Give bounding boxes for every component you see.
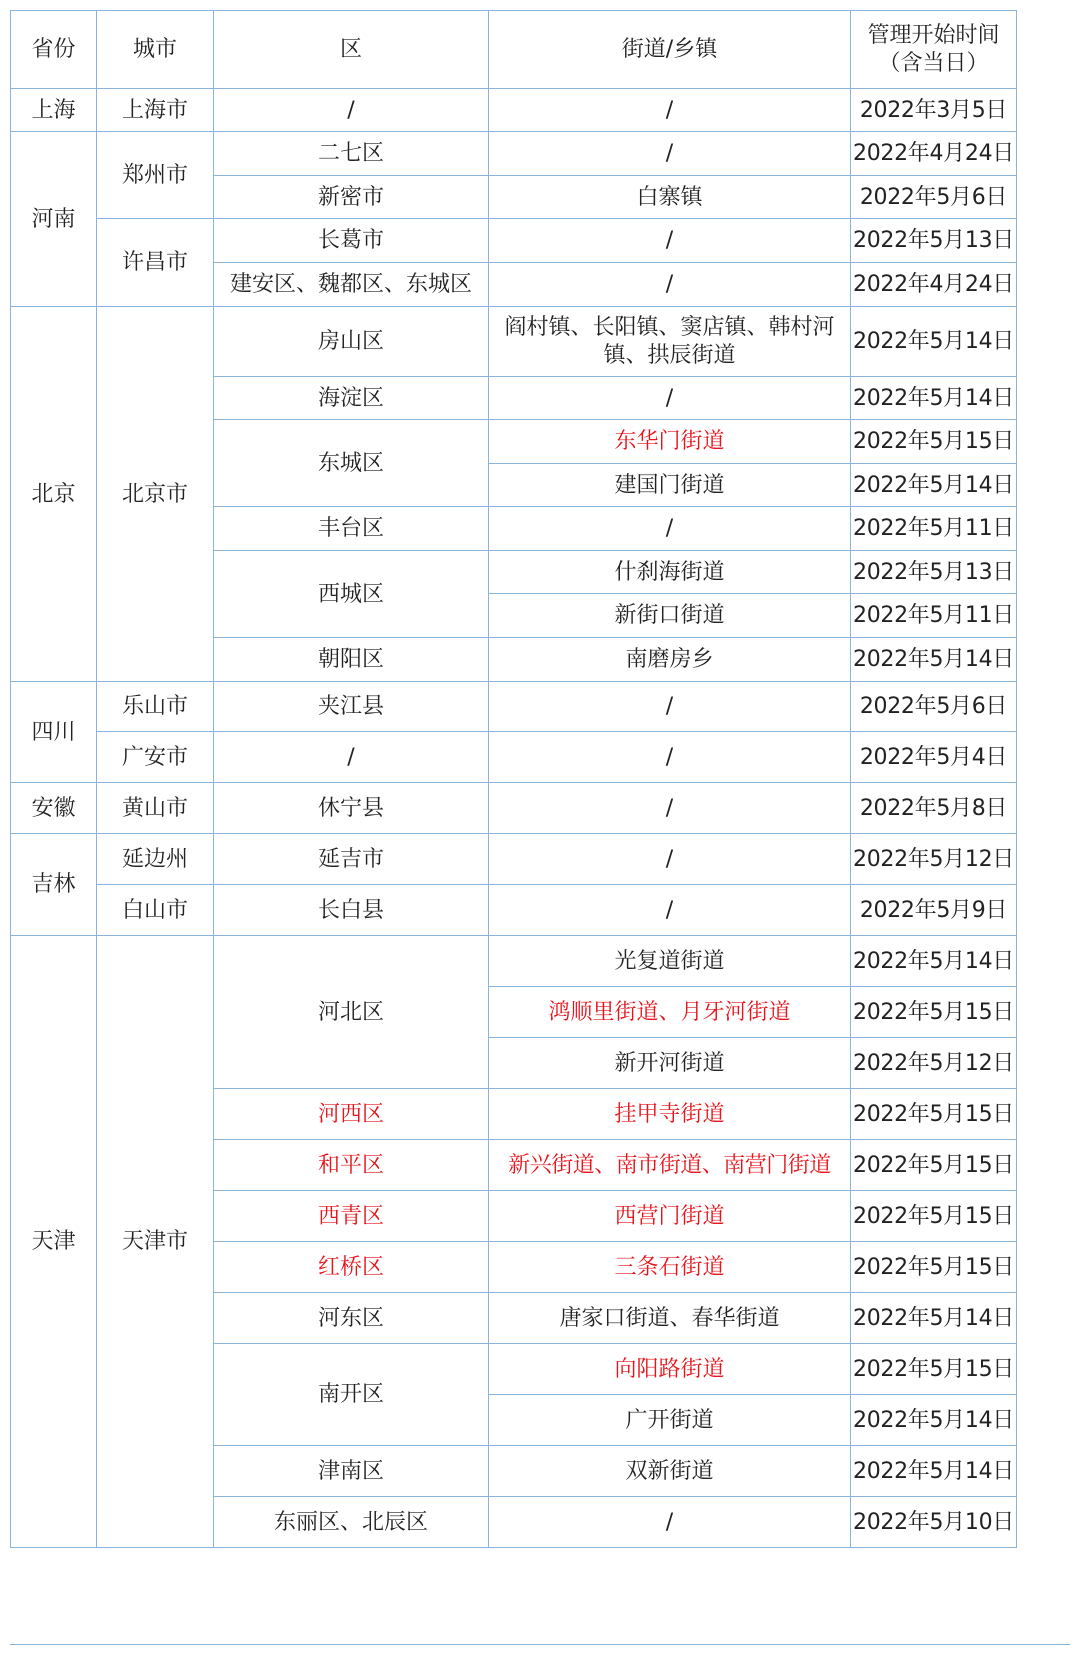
table-row xyxy=(11,682,1017,732)
city-cell: 延边州 xyxy=(97,834,214,885)
province-cell: 河南 xyxy=(11,132,97,307)
city-cell: 许昌市 xyxy=(97,219,214,307)
header-start-date-line1: 管理开始时间 xyxy=(867,22,1000,48)
header-row xyxy=(11,11,1017,89)
street-cell: / xyxy=(489,885,851,936)
start-date-cell: 2022年5月14日 xyxy=(851,307,1017,377)
district-cell: 西青区 xyxy=(214,1191,489,1242)
start-date-cell: 2022年5月13日 xyxy=(851,219,1017,263)
table-row xyxy=(11,132,1017,176)
district-cell: 河东区 xyxy=(214,1293,489,1344)
district-cell: 二七区 xyxy=(214,132,489,176)
street-cell: 挂甲寺街道 xyxy=(489,1089,851,1140)
header-province: 省份 xyxy=(11,11,97,89)
district-cell: 西城区 xyxy=(214,551,489,638)
street-cell: 双新街道 xyxy=(489,1446,851,1497)
start-date-cell: 2022年4月24日 xyxy=(851,263,1017,307)
district-cell: 延吉市 xyxy=(214,834,489,885)
district-cell: 长白县 xyxy=(214,885,489,936)
start-date-cell: 2022年5月13日 xyxy=(851,551,1017,594)
district-cell: 夹江县 xyxy=(214,682,489,732)
city-cell: 黄山市 xyxy=(97,783,214,834)
start-date-cell: 2022年5月14日 xyxy=(851,936,1017,987)
start-date-cell: 2022年5月14日 xyxy=(851,1395,1017,1446)
start-date-cell: 2022年5月6日 xyxy=(851,682,1017,732)
street-cell: / xyxy=(489,219,851,263)
street-cell: 三条石街道 xyxy=(489,1242,851,1293)
city-cell: 天津市 xyxy=(97,936,214,1548)
start-date-cell: 2022年5月15日 xyxy=(851,1242,1017,1293)
street-cell: / xyxy=(489,732,851,783)
district-cell: 建安区、魏都区、东城区 xyxy=(214,263,489,307)
street-cell: / xyxy=(489,682,851,732)
street-cell: / xyxy=(489,377,851,420)
city-cell: 广安市 xyxy=(97,732,214,783)
header-street: 街道/乡镇 xyxy=(489,11,851,89)
start-date-cell: 2022年5月15日 xyxy=(851,420,1017,464)
street-cell: / xyxy=(489,1497,851,1548)
province-cell: 四川 xyxy=(11,682,97,783)
street-cell: 新街口街道 xyxy=(489,594,851,638)
start-date-cell: 2022年5月14日 xyxy=(851,638,1017,682)
page-bottom-rule xyxy=(10,1644,1070,1645)
street-cell: 新兴街道、南市街道、南营门街道 xyxy=(489,1140,851,1191)
table-row xyxy=(11,219,1017,263)
street-cell: 东华门街道 xyxy=(489,420,851,464)
city-cell: 上海市 xyxy=(97,89,214,132)
district-cell: 丰台区 xyxy=(214,507,489,551)
start-date-cell: 2022年5月15日 xyxy=(851,1344,1017,1395)
district-cell: / xyxy=(214,89,489,132)
start-date-cell: 2022年5月10日 xyxy=(851,1497,1017,1548)
table-row xyxy=(11,834,1017,885)
start-date-cell: 2022年3月5日 xyxy=(851,89,1017,132)
district-cell: 东城区 xyxy=(214,420,489,507)
street-cell: 什刹海街道 xyxy=(489,551,851,594)
table-row xyxy=(11,89,1017,132)
street-cell: 南磨房乡 xyxy=(489,638,851,682)
street-cell: 向阳路街道 xyxy=(489,1344,851,1395)
province-cell: 天津 xyxy=(11,936,97,1548)
province-cell: 北京 xyxy=(11,307,97,682)
district-cell: 朝阳区 xyxy=(214,638,489,682)
province-cell: 吉林 xyxy=(11,834,97,936)
city-cell: 乐山市 xyxy=(97,682,214,732)
district-cell: 红桥区 xyxy=(214,1242,489,1293)
district-cell: 休宁县 xyxy=(214,783,489,834)
street-cell: / xyxy=(489,834,851,885)
street-cell: 光复道街道 xyxy=(489,936,851,987)
start-date-cell: 2022年4月24日 xyxy=(851,132,1017,176)
start-date-cell: 2022年5月11日 xyxy=(851,594,1017,638)
start-date-cell: 2022年5月6日 xyxy=(851,176,1017,219)
start-date-cell: 2022年5月8日 xyxy=(851,783,1017,834)
header-start-date-line2: （含当日） xyxy=(878,50,989,76)
start-date-cell: 2022年5月15日 xyxy=(851,987,1017,1038)
street-cell: 白寨镇 xyxy=(489,176,851,219)
start-date-cell: 2022年5月14日 xyxy=(851,1446,1017,1497)
district-cell: 津南区 xyxy=(214,1446,489,1497)
start-date-cell: 2022年5月15日 xyxy=(851,1191,1017,1242)
control-area-table xyxy=(10,10,1017,1548)
table-row xyxy=(11,885,1017,936)
street-cell: 西营门街道 xyxy=(489,1191,851,1242)
city-cell: 北京市 xyxy=(97,307,214,682)
start-date-cell: 2022年5月14日 xyxy=(851,377,1017,420)
header-start-date xyxy=(851,11,1017,89)
table-row xyxy=(11,936,1017,987)
district-cell: 和平区 xyxy=(214,1140,489,1191)
street-cell: 广开街道 xyxy=(489,1395,851,1446)
street-cell: / xyxy=(489,132,851,176)
street-cell: 新开河街道 xyxy=(489,1038,851,1089)
header-city: 城市 xyxy=(97,11,214,89)
header-district: 区 xyxy=(214,11,489,89)
district-cell: 房山区 xyxy=(214,307,489,377)
province-cell: 安徽 xyxy=(11,783,97,834)
district-cell: 河北区 xyxy=(214,936,489,1089)
city-cell: 白山市 xyxy=(97,885,214,936)
street-cell: 建国门街道 xyxy=(489,464,851,507)
district-cell: 南开区 xyxy=(214,1344,489,1446)
district-cell: 海淀区 xyxy=(214,377,489,420)
start-date-cell: 2022年5月15日 xyxy=(851,1089,1017,1140)
start-date-cell: 2022年5月11日 xyxy=(851,507,1017,551)
district-cell: 长葛市 xyxy=(214,219,489,263)
start-date-cell: 2022年5月14日 xyxy=(851,1293,1017,1344)
start-date-cell: 2022年5月4日 xyxy=(851,732,1017,783)
city-cell: 郑州市 xyxy=(97,132,214,219)
district-cell: 新密市 xyxy=(214,176,489,219)
district-cell: 东丽区、北辰区 xyxy=(214,1497,489,1548)
street-cell: 鸿顺里街道、月牙河街道 xyxy=(489,987,851,1038)
street-cell: 阎村镇、长阳镇、窦店镇、韩村河镇、拱辰街道 xyxy=(489,307,851,377)
district-cell: / xyxy=(214,732,489,783)
street-cell: 唐家口街道、春华街道 xyxy=(489,1293,851,1344)
table-row xyxy=(11,732,1017,783)
street-cell: / xyxy=(489,783,851,834)
street-cell: / xyxy=(489,89,851,132)
district-cell: 河西区 xyxy=(214,1089,489,1140)
start-date-cell: 2022年5月12日 xyxy=(851,1038,1017,1089)
table-row xyxy=(11,783,1017,834)
table-row xyxy=(11,307,1017,377)
street-cell: / xyxy=(489,507,851,551)
start-date-cell: 2022年5月9日 xyxy=(851,885,1017,936)
province-cell: 上海 xyxy=(11,89,97,132)
start-date-cell: 2022年5月12日 xyxy=(851,834,1017,885)
street-cell: / xyxy=(489,263,851,307)
start-date-cell: 2022年5月14日 xyxy=(851,464,1017,507)
start-date-cell: 2022年5月15日 xyxy=(851,1140,1017,1191)
